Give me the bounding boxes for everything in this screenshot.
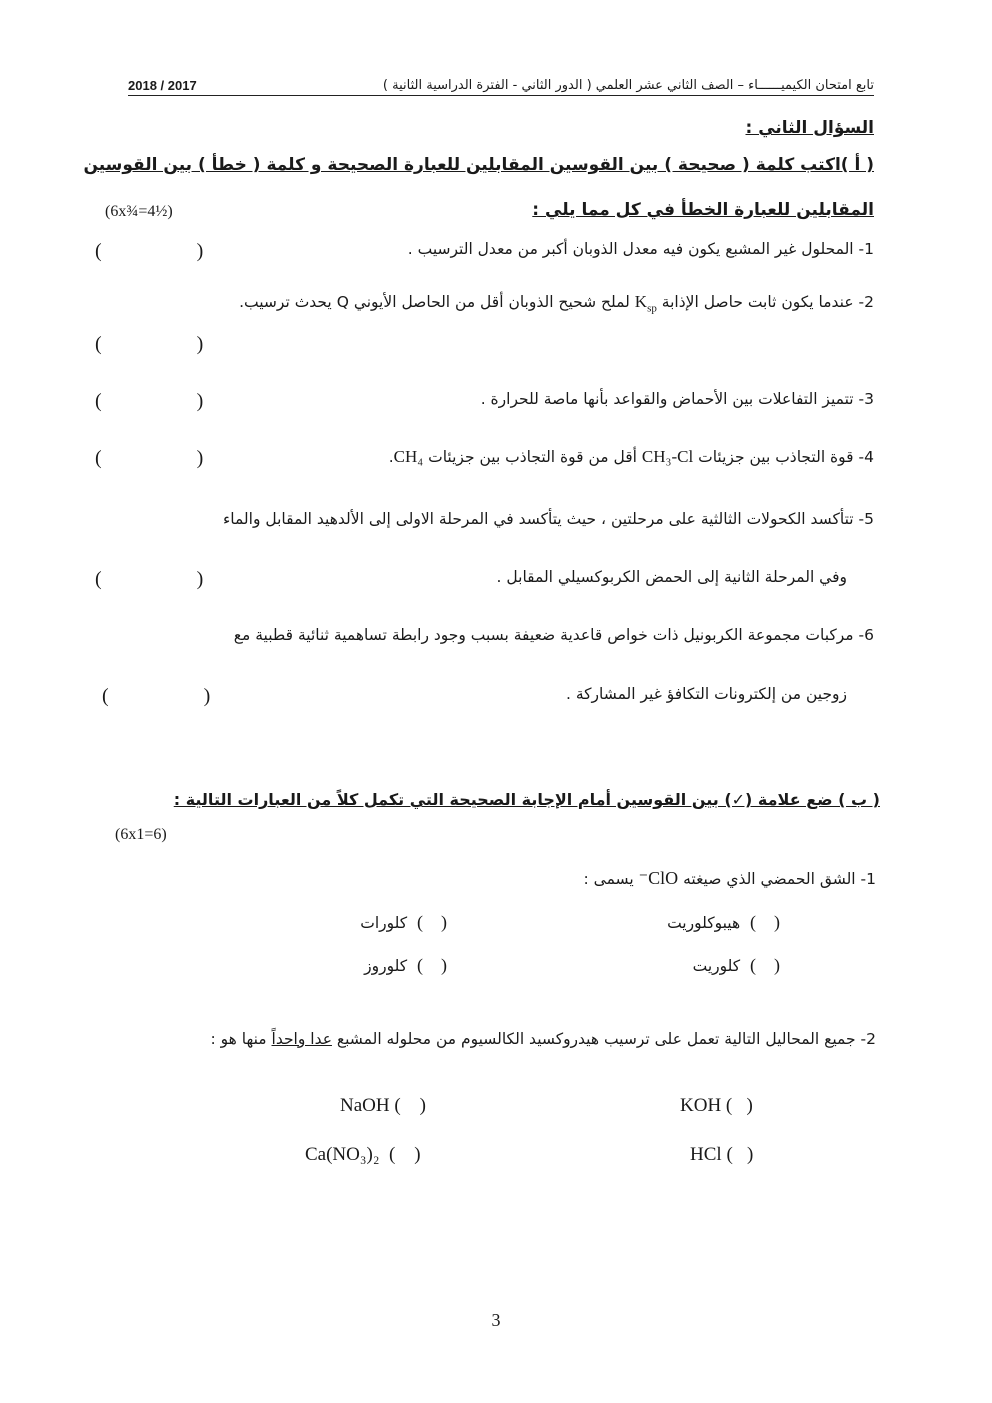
mcq-1-option-2[interactable]: ( ) كلورات: [360, 912, 447, 932]
page-number: 3: [491, 1310, 501, 1330]
mcq-1-option-4[interactable]: ( ) كلوروز: [364, 955, 447, 975]
question-title: السؤال الثاني :: [745, 118, 874, 138]
mcq-2-option-4[interactable]: Ca(NO₃)₂ ( ): [305, 1144, 421, 1165]
ksp-symbol: $K_{sp}$: [634, 292, 657, 315]
answer-blank-4[interactable]: ( ): [95, 447, 204, 469]
checkbox-paren[interactable]: ( ): [394, 1095, 427, 1116]
mcq-2-option-1[interactable]: KOH ( ): [680, 1095, 753, 1116]
checkbox-paren[interactable]: ( ): [417, 912, 447, 932]
chem-clo: ClO⁻: [638, 868, 679, 888]
chem-ch3cl: CH₃-Cl: [641, 447, 694, 466]
checkbox-paren[interactable]: ( ): [417, 955, 447, 975]
part-a-score: (6x¾=4½): [105, 203, 173, 220]
statement-1: 1- المحلول غير المشبع يكون فيه معدل الذوبان أكبر من معدل الترسيب .: [407, 240, 874, 258]
answer-blank-5[interactable]: ( ): [95, 568, 204, 590]
mcq-2-stem: 2- جميع المحاليل التالية تعمل على ترسيب هيدروكسيد الكالسيوم من محلوله المشبع عدا واحداً منها هو :: [210, 1030, 876, 1048]
statement-2-part-b: لملح شحيح الذوبان أقل من الحاصل الأيوني Q يحدث ترسيب.: [239, 293, 635, 311]
mcq-1-option-1[interactable]: ( ) هيبوكلوريت: [667, 912, 780, 932]
statement-6-line1: 6- مركبات مجموعة الكربونيل ذات خواص قاعدية ضعيفة بسبب وجود رابطة تساهمية ثنائية قطبية مع: [233, 626, 874, 644]
header-text: تابع امتحان الكيميــــــاء – الصف الثاني عشر العلمي ( الدور الثاني - الفترة الدراسية الثانية ): [382, 78, 874, 93]
part-a-instruction-line1: ( أ )اكتب كلمة ( صحيحة ) بين القوسين المقابلين للعبارة الصحيحة و كلمة ( خطأ ) بين القوسين: [83, 155, 874, 175]
statement-2-part-a: 2- عندما يكون ثابت حاصل الإذابة: [656, 293, 874, 311]
except-one-underlined: عدا واحداً: [271, 1030, 332, 1048]
statement-3: 3- تتميز التفاعلات بين الأحماض والقواعد بأنها ماصة للحرارة .: [480, 390, 874, 408]
checkbox-paren[interactable]: ( ): [725, 1095, 753, 1116]
mcq-1-stem: 1- الشق الحمضي الذي صيغته ClO⁻ يسمى :: [583, 868, 876, 888]
checkbox-paren[interactable]: ( ): [388, 1144, 421, 1165]
mcq-1-option-3[interactable]: ( ) كلوريت: [692, 955, 780, 975]
answer-blank-6[interactable]: ( ): [102, 685, 211, 707]
chem-ch4: CH₄: [393, 447, 424, 466]
answer-blank-2[interactable]: ( ): [95, 333, 204, 355]
statement-5-line1: 5- تتأكسد الكحولات الثالثية على مرحلتين ، حيث يتأكسد في المرحلة الاولى إلى الألدهيد المقابل والماء: [222, 510, 874, 528]
answer-blank-1[interactable]: ( ): [95, 240, 204, 262]
header-year: 2018 / 2017: [128, 78, 197, 93]
mcq-2-option-3[interactable]: HCl ( ): [690, 1144, 754, 1165]
statement-5-line2: وفي المرحلة الثانية إلى الحمض الكربوكسيلي المقابل .: [496, 568, 847, 586]
checkbox-paren[interactable]: ( ): [750, 955, 780, 975]
part-a-instruction-line2: المقابلين للعبارة الخطأ في كل مما يلي :: [532, 200, 874, 220]
statement-4: 4- قوة التجاذب بين جزيئات CH₃-Cl أقل من قوة التجاذب بين جزيئات CH₄.: [388, 447, 874, 466]
part-b-score: (6x1=6): [115, 826, 167, 843]
checkbox-paren[interactable]: ( ): [750, 912, 780, 932]
exam-header: [128, 78, 874, 96]
part-b-instruction: ( ب ) ضع علامة (✓) بين القوسين أمام الإجابة الصحيحة التي تكمل كلاً من العبارات التالية :: [173, 790, 880, 809]
statement-2: [90, 292, 874, 314]
statement-6-line2: زوجين من إلكترونات التكافؤ غير المشاركة .: [565, 685, 847, 703]
answer-blank-3[interactable]: ( ): [95, 390, 204, 412]
checkbox-paren[interactable]: ( ): [726, 1144, 754, 1165]
mcq-2-option-2[interactable]: NaOH ( ): [340, 1095, 427, 1116]
